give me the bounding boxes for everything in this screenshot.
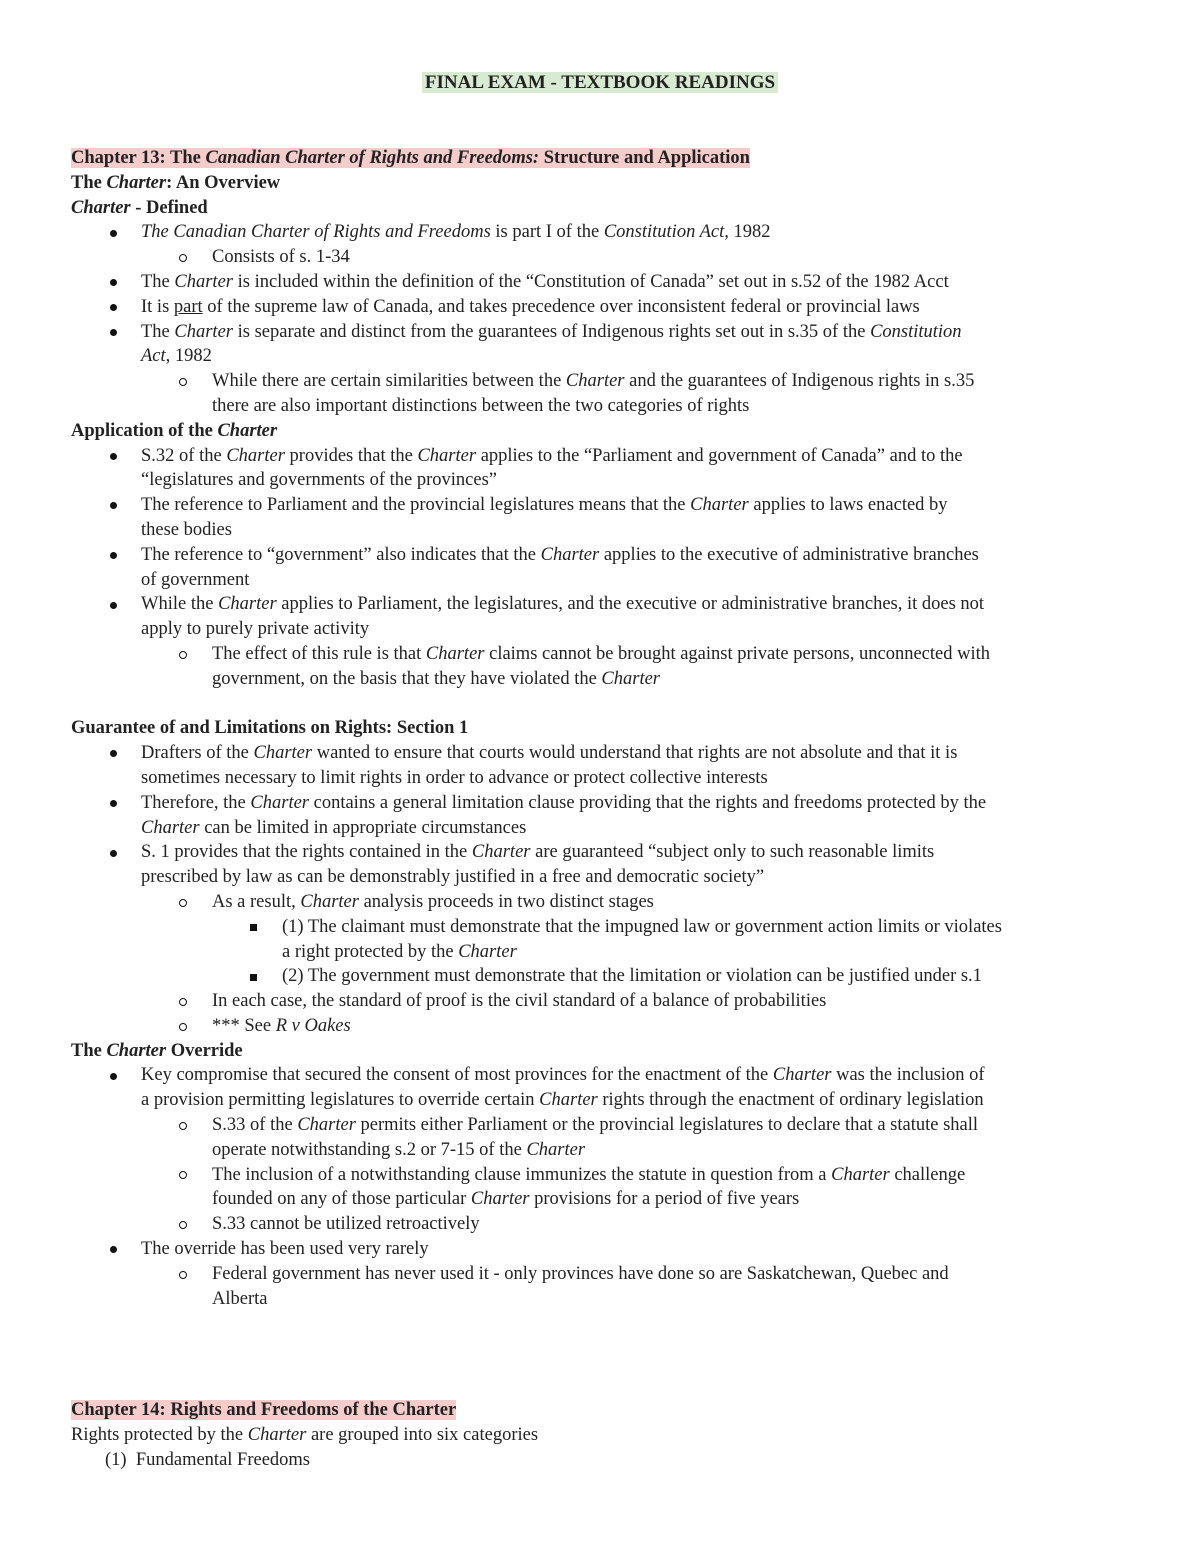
list-item: S.33 of the Charter permits either Parliament or the provincial legislatures to declare that a statute shall — [71, 1113, 1131, 1138]
bullet-icon — [107, 295, 119, 320]
list-item-continuation: sometimes necessary to limit rights in order to advance or protect collective interests — [141, 767, 768, 788]
list-item-continuation: operate notwithstanding s.2 or 7-15 of the Charter — [212, 1139, 586, 1160]
list-item-continuation: Charter can be limited in appropriate circumstances — [141, 817, 527, 838]
bullet-icon — [107, 1063, 119, 1088]
list-item-continuation: apply to purely private activity — [141, 619, 370, 640]
list-item: The override has been used very rarely — [71, 1237, 1131, 1262]
bullet-icon — [107, 592, 119, 617]
list-item: While the Charter applies to Parliament, the legislatures, and the executive or administrative branches, it does not — [71, 592, 1131, 617]
list-item: The effect of this rule is that Charter claims cannot be brought against private persons, unconnected with — [71, 642, 1131, 667]
bullet-icon — [107, 1237, 119, 1262]
section-heading-application: Application of the Charter — [71, 420, 278, 441]
bullet-icon — [107, 741, 119, 766]
chapter-14-heading: Chapter 14: Rights and Freedoms of the Charter — [71, 1400, 457, 1421]
list-item-continuation: “legislatures and governments of the provinces” — [141, 470, 498, 491]
list-item: S. 1 provides that the rights contained in the Charter are guaranteed “subject only to such reasonable limits — [71, 840, 1131, 865]
list-item: S.33 cannot be utilized retroactively — [71, 1212, 1131, 1237]
list-item: *** See R v Oakes — [71, 1014, 1131, 1039]
list-item: Federal government has never used it - only provinces have done so are Saskatchewan, Quebec and — [71, 1262, 1131, 1287]
chapter-13-heading: Chapter 13: The Canadian Charter of Rights and Freedoms: Structure and Application — [71, 148, 750, 168]
list-item: (1) The claimant must demonstrate that the impugned law or government action limits or violates — [71, 915, 1131, 940]
section-heading-overview: The Charter: An Overview — [71, 172, 281, 193]
section-heading-defined: Charter - Defined — [71, 197, 208, 218]
page-title: FINAL EXAM - TEXTBOOK READINGS — [0, 70, 1200, 96]
square-bullet-icon — [247, 915, 259, 940]
bullet-icon — [107, 320, 119, 345]
circle-bullet-icon — [177, 1212, 189, 1237]
document-body — [71, 146, 1131, 1473]
bullet-icon — [107, 543, 119, 568]
circle-bullet-icon — [177, 989, 189, 1014]
square-bullet-icon — [247, 964, 259, 989]
list-item: The reference to Parliament and the provincial legislatures means that the Charter applies to laws enacted by — [71, 493, 1131, 518]
list-item-continuation: founded on any of those particular Charter provisions for a period of five years — [212, 1189, 800, 1210]
list-item: Key compromise that secured the consent of most provinces for the enactment of the Charter was the inclusion of — [71, 1063, 1131, 1088]
list-item: Therefore, the Charter contains a general limitation clause providing that the rights and freedoms protected by the — [71, 791, 1131, 816]
list-item-continuation: prescribed by law as can be demonstrably justified in a free and democratic society” — [141, 867, 765, 888]
list-item-continuation: Act, 1982 — [141, 346, 212, 367]
list-item-continuation: a right protected by the Charter — [282, 941, 517, 962]
bullet-icon — [107, 270, 119, 295]
list-item: As a result, Charter analysis proceeds in two distinct stages — [71, 890, 1131, 915]
list-item: While there are certain similarities between the Charter and the guarantees of Indigenous rights in s.35 — [71, 369, 1131, 394]
list-item: (2) The government must demonstrate that the limitation or violation can be justified under s.1 — [71, 964, 1131, 989]
list-item: In each case, the standard of proof is the civil standard of a balance of probabilities — [71, 989, 1131, 1014]
list-item-continuation: these bodies — [141, 519, 232, 540]
list-item: It is part of the supreme law of Canada, and takes precedence over inconsistent federal or provincial laws — [71, 295, 1131, 320]
list-item: The inclusion of a notwithstanding clause immunizes the statute in question from a Charter challenge — [71, 1163, 1131, 1188]
section-heading-guarantee: Guarantee of and Limitations on Rights: Section 1 — [71, 718, 469, 739]
bullet-icon — [107, 220, 119, 245]
list-item-continuation: government, on the basis that they have violated the Charter — [212, 668, 661, 689]
list-item-continuation: there are also important distinctions between the two categories of rights — [212, 395, 750, 416]
list-item-continuation: of government — [141, 569, 250, 590]
circle-bullet-icon — [177, 1014, 189, 1039]
circle-bullet-icon — [177, 1163, 189, 1188]
section-heading-override: The Charter Override — [71, 1040, 243, 1061]
list-item: The Charter is separate and distinct from the guarantees of Indigenous rights set out in s.35 of the Constitution — [71, 320, 1131, 345]
numbered-list-item: (1) Fundamental Freedoms — [105, 1449, 311, 1470]
list-item: The reference to “government” also indicates that the Charter applies to the executive of administrative branches — [71, 543, 1131, 568]
circle-bullet-icon — [177, 890, 189, 915]
bullet-icon — [107, 444, 119, 469]
bullet-icon — [107, 840, 119, 865]
bullet-icon — [107, 493, 119, 518]
chapter-14-intro: Rights protected by the Charter are grouped into six categories — [71, 1425, 539, 1446]
list-item-continuation: a provision permitting legislatures to override certain Charter rights through the enactment of ordinary legislation — [141, 1090, 984, 1111]
list-item: The Canadian Charter of Rights and Freedoms is part I of the Constitution Act, 1982 — [71, 220, 1131, 245]
bullet-icon — [107, 791, 119, 816]
list-item: The Charter is included within the definition of the “Constitution of Canada” set out in s.52 of the 1982 Acct — [71, 270, 1131, 295]
list-item-continuation: Alberta — [212, 1288, 268, 1309]
list-item: Drafters of the Charter wanted to ensure that courts would understand that rights are not absolute and that it is — [71, 741, 1131, 766]
circle-bullet-icon — [177, 1113, 189, 1138]
circle-bullet-icon — [177, 1262, 189, 1287]
circle-bullet-icon — [177, 245, 189, 270]
list-item: S.32 of the Charter provides that the Charter applies to the “Parliament and government of Canada” and to the — [71, 444, 1131, 469]
list-item: Consists of s. 1-34 — [71, 245, 1131, 270]
circle-bullet-icon — [177, 642, 189, 667]
circle-bullet-icon — [177, 369, 189, 394]
